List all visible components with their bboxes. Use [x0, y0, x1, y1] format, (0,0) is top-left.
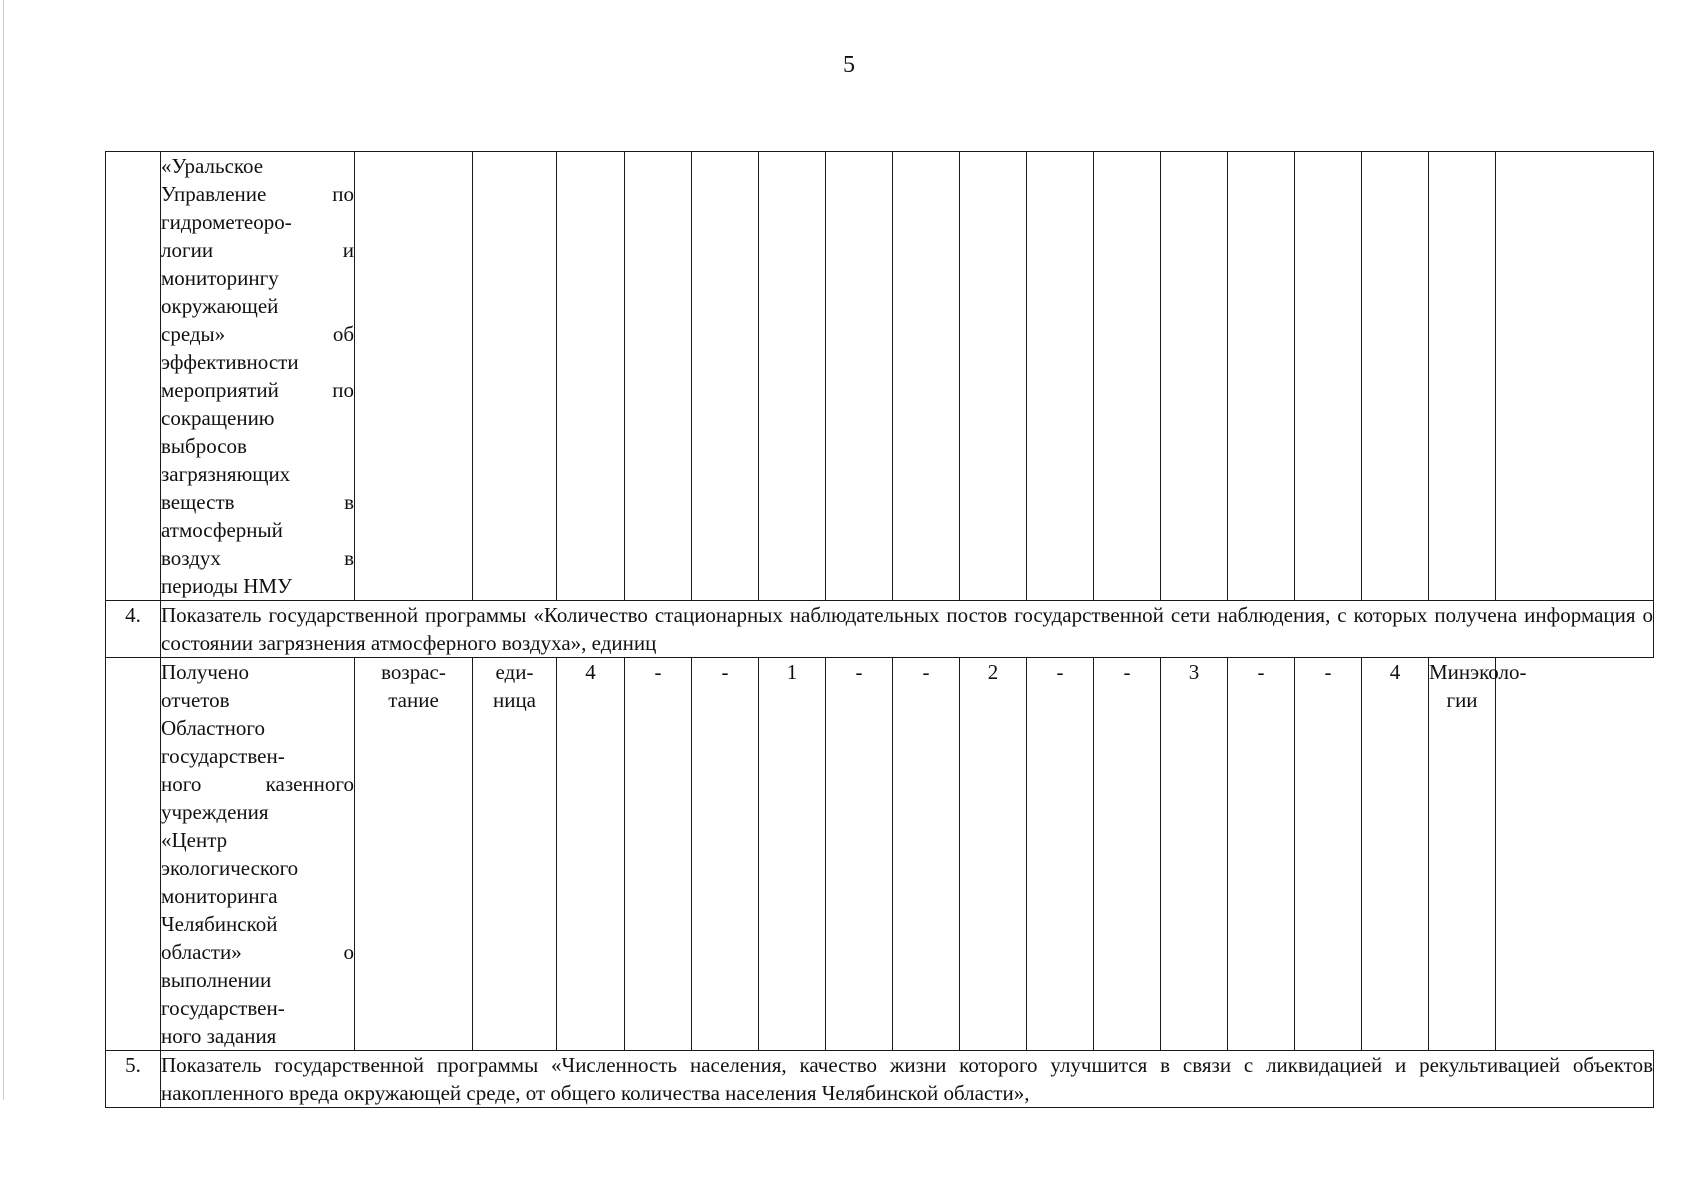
cell-unit — [473, 658, 557, 1051]
responsible-line: гии — [1446, 688, 1478, 712]
indicator-text: Показатель государственной программы «Количество стационарных наблюдательных постов государственной сети наблюдения, с которых получена информация о состоянии загрязнения атмосферного воздуха», единиц — [161, 601, 1654, 658]
cell-value: 4 — [557, 658, 625, 1051]
desc-line: «Уральское — [161, 154, 264, 178]
cell-empty — [692, 152, 759, 601]
unit-line: ница — [492, 688, 537, 712]
desc-line: учреждения — [161, 800, 269, 824]
table-row-indicator-5 — [106, 1051, 1654, 1108]
cell-value: 1 — [759, 658, 826, 1051]
desc-line: мониторингу — [161, 266, 279, 290]
cell-number-empty — [106, 152, 161, 601]
row-number: 5. — [106, 1051, 161, 1108]
desc-line: загрязняющих — [161, 462, 291, 486]
desc-line: выбросов — [161, 434, 247, 458]
desc-line: гидрометеоро- — [161, 210, 292, 234]
table-row-continuation — [106, 152, 1654, 601]
indicator-text: Показатель государственной программы «Численность населения, качество жизни которого улучшится в связи с ликвидацией и рекультивацией объектов накопленного вреда окружающей среде, от общего количества населения Челябинской области», — [161, 1051, 1654, 1108]
cell-empty — [473, 152, 557, 601]
cell-value: 2 — [960, 658, 1027, 1051]
cell-empty — [355, 152, 473, 601]
desc-line: логии и — [161, 238, 354, 262]
desc-line: сокращению — [161, 406, 275, 430]
desc-line: области» о — [161, 940, 354, 964]
responsible-line: Минэколо- — [1429, 660, 1527, 684]
scan-edge — [3, 0, 4, 1100]
cell-empty — [893, 152, 960, 601]
cell-value: - — [625, 658, 692, 1051]
desc-line: мониторинга — [161, 884, 278, 908]
trend-line: тание — [388, 688, 439, 712]
cell-empty — [557, 152, 625, 601]
table-row-indicator-4 — [106, 601, 1654, 658]
cell-responsible — [1429, 658, 1527, 1051]
desc-line: ного задания — [161, 1024, 277, 1048]
desc-line: эффективности — [161, 350, 299, 374]
cell-empty — [960, 152, 1027, 601]
desc-line: окружающей — [161, 294, 279, 318]
cell-empty — [1161, 152, 1228, 601]
desc-line: «Центр — [161, 828, 228, 852]
trend-line: возрас- — [381, 660, 446, 684]
cell-description-urals — [161, 152, 355, 601]
desc-line: государствен- — [161, 744, 285, 768]
cell-empty — [625, 152, 692, 601]
cell-empty — [1228, 152, 1295, 601]
cell-empty — [1362, 152, 1429, 601]
desc-line: Получено — [161, 660, 249, 684]
desc-line: экологического — [161, 856, 299, 880]
cell-number-empty — [106, 658, 161, 1051]
cell-empty — [826, 152, 893, 601]
cell-empty — [1295, 152, 1362, 601]
cell-empty — [1429, 152, 1496, 601]
cell-empty — [759, 152, 826, 601]
cell-empty — [1094, 152, 1161, 601]
cell-value: 3 — [1161, 658, 1228, 1051]
cell-empty — [1496, 152, 1654, 601]
cell-description-report — [161, 658, 355, 1051]
desc-line: Управление по — [161, 182, 354, 206]
cell-value: - — [893, 658, 960, 1051]
row-number: 4. — [106, 601, 161, 658]
cell-value: - — [826, 658, 893, 1051]
desc-line: мероприятий по — [161, 378, 354, 402]
desc-line: воздух в — [161, 546, 354, 570]
cell-value: - — [1027, 658, 1094, 1051]
cell-value: - — [1295, 658, 1362, 1051]
desc-line: атмосферный — [161, 518, 283, 542]
desc-line: ного казенного — [161, 772, 354, 796]
desc-line: отчетов — [161, 688, 230, 712]
desc-line: среды» об — [161, 322, 354, 346]
desc-line: Областного — [161, 716, 265, 740]
desc-line: государствен- — [161, 996, 285, 1020]
cell-empty — [1027, 152, 1094, 601]
cell-value: - — [1094, 658, 1161, 1051]
indicators-table — [105, 151, 1654, 1108]
desc-line: выполнении — [161, 968, 272, 992]
desc-line: периоды НМУ — [161, 574, 292, 598]
unit-line: еди- — [495, 660, 534, 684]
cell-value: 4 — [1362, 658, 1429, 1051]
cell-value: - — [1228, 658, 1295, 1051]
table-row-indicator-4-detail — [106, 658, 1654, 1051]
desc-line: Челябинской — [161, 912, 278, 936]
cell-value: - — [692, 658, 759, 1051]
cell-trend — [355, 658, 473, 1051]
desc-line: веществ в — [161, 490, 354, 514]
page-number: 5 — [843, 52, 855, 78]
